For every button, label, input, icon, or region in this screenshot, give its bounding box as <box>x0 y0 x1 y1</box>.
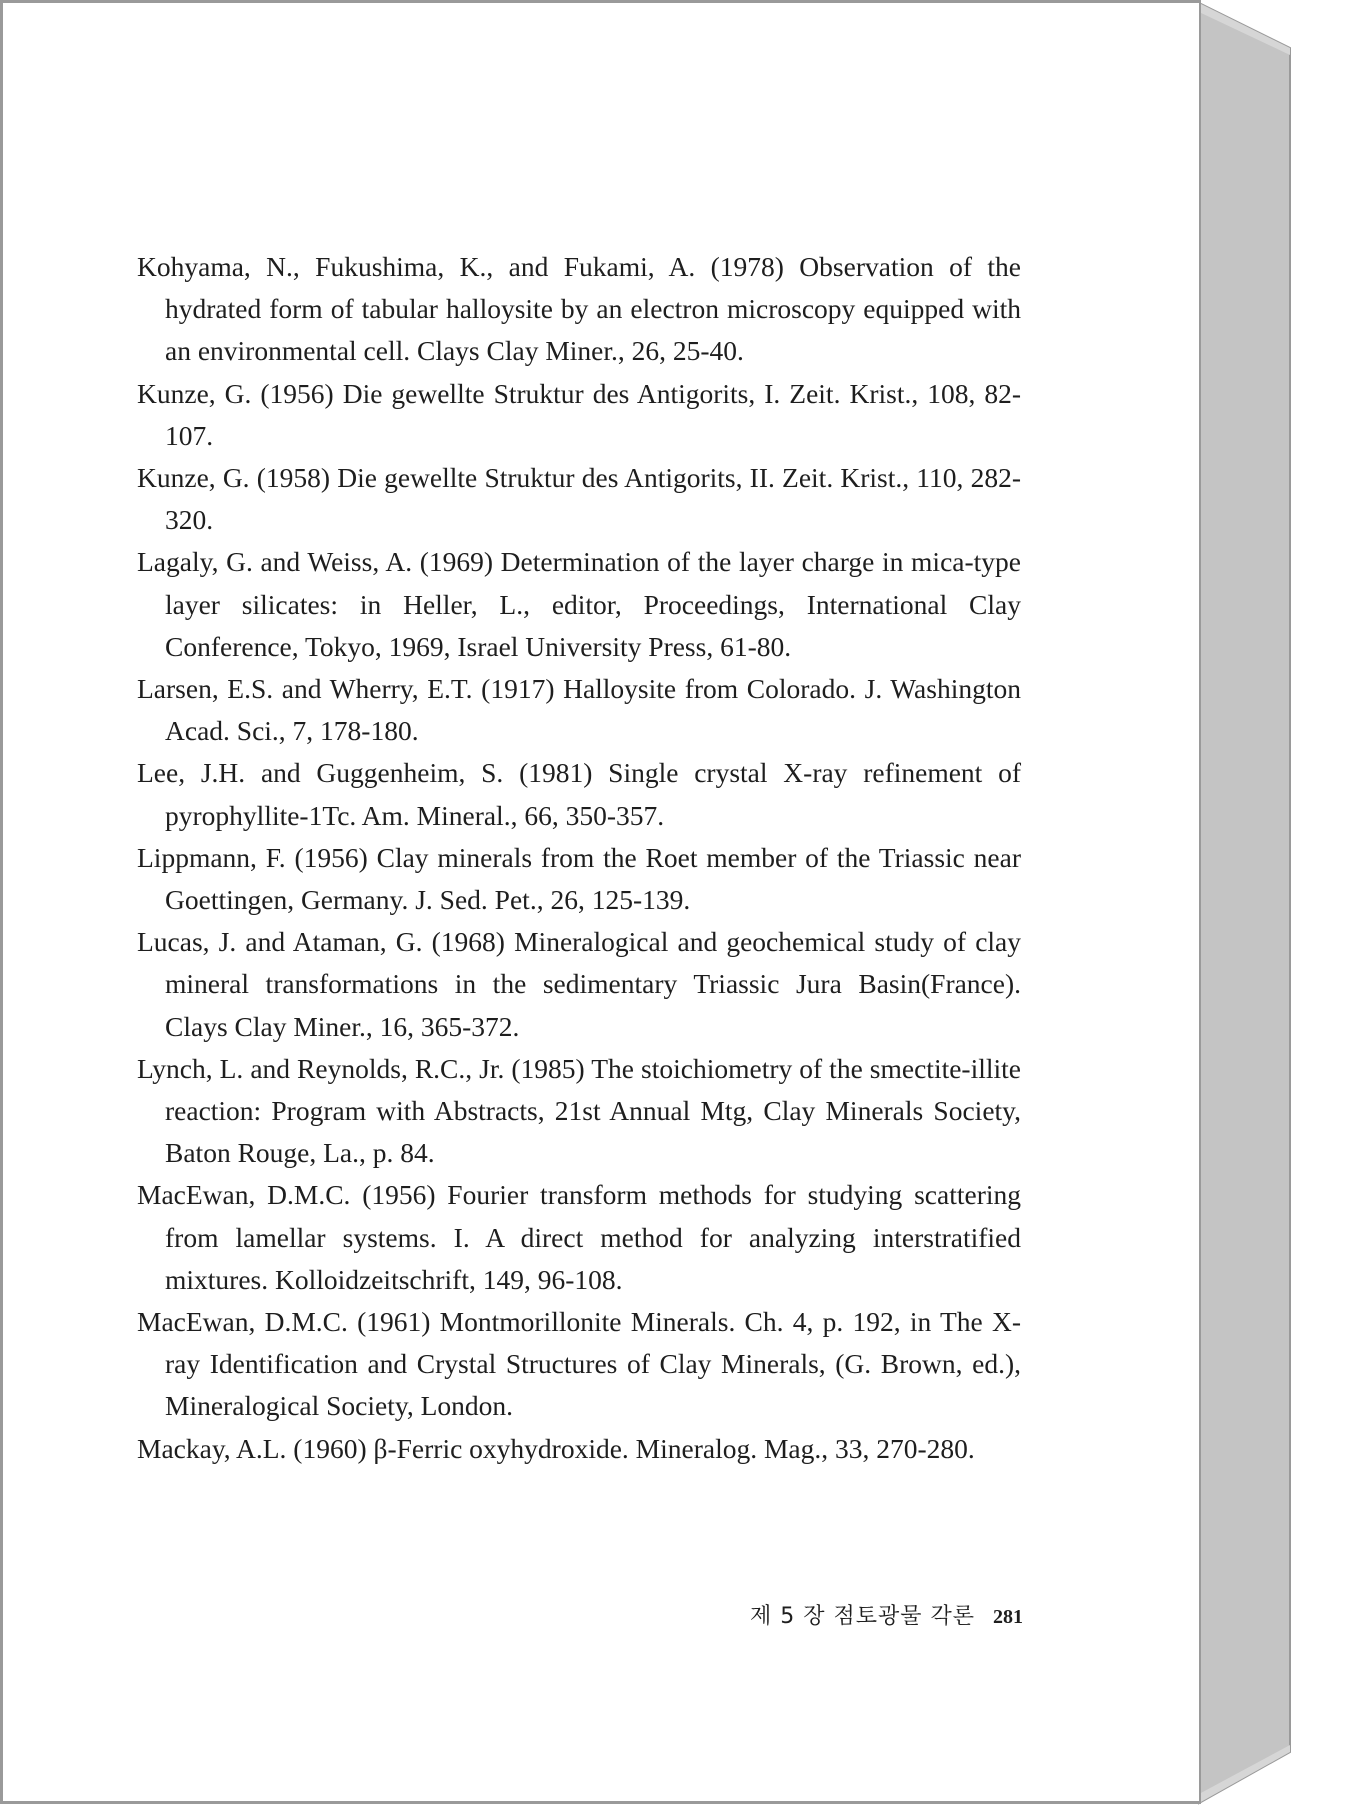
reference-item: MacEwan, D.M.C. (1956) Fourier transform methods for studying scattering from lamellar systems. I. A direct method for analyzing interstratified mixtures. Kolloidzeitschrift, 149, 96-108. <box>137 1179 1021 1295</box>
page-footer <box>643 1599 1023 1630</box>
reference-item: Kunze, G. (1958) Die gewellte Struktur des Antigorits, II. Zeit. Krist., 110, 282-320. <box>137 462 1021 536</box>
page-number: 281 <box>993 1606 1023 1628</box>
reference-item: Lagaly, G. and Weiss, A. (1969) Determination of the layer charge in mica-type layer silicates: in Heller, L., editor, Proceedings, International Clay Conference, Tokyo, 1969, Israel University Press, 61-80. <box>137 546 1021 662</box>
page <box>3 3 1199 1801</box>
reference-item: Lucas, J. and Ataman, G. (1968) Mineralogical and geochemical study of clay mineral transformations in the sedimentary Triassic Jura Basin(France). Clays Clay Miner., 16, 365-372. <box>137 926 1021 1042</box>
reference-item: MacEwan, D.M.C. (1961) Montmorillonite Minerals. Ch. 4, p. 192, in The X-ray Identification and Crystal Structures of Clay Minerals, (G. Brown, ed.), Mineralogical Society, London. <box>137 1306 1021 1422</box>
chapter-title: 제 5 장 점토광물 각론 <box>750 1604 975 1629</box>
reference-item: Mackay, A.L. (1960) β-Ferric oxyhydroxide. Mineralog. Mag., 33, 270-280. <box>137 1432 975 1464</box>
reference-item: Lynch, L. and Reynolds, R.C., Jr. (1985) The stoichiometry of the smectite-illite reaction: Program with Abstracts, 21st Annual Mtg, Clay Minerals Society, Baton Rouge, La., p. 84. <box>137 1052 1021 1169</box>
reference-item: Lippmann, F. (1956) Clay minerals from the Roet member of the Triassic near Goettingen, Germany. J. Sed. Pet., 26, 125-139. <box>137 841 1021 916</box>
reference-item: Kohyama, N., Fukushima, K., and Fukami, A. (1978) Observation of the hydrated form of tabular halloysite by an electron microscopy equipped with an environmental cell. Clays Clay Miner., 26, 25-40. <box>137 251 1021 367</box>
reference-item: Larsen, E.S. and Wherry, E.T. (1917) Halloysite from Colorado. J. Washington Acad. Sci., 7, 178-180. <box>137 673 1021 747</box>
reference-list <box>137 246 1021 1470</box>
reference-item: Lee, J.H. and Guggenheim, S. (1981) Single crystal X-ray refinement of pyrophyllite-1Tc. Am. Mineral., 66, 350-357. <box>137 757 1021 831</box>
reference-item: Kunze, G. (1956) Die gewellte Struktur des Antigorits, I. Zeit. Krist., 108, 82-107. <box>137 377 1021 451</box>
